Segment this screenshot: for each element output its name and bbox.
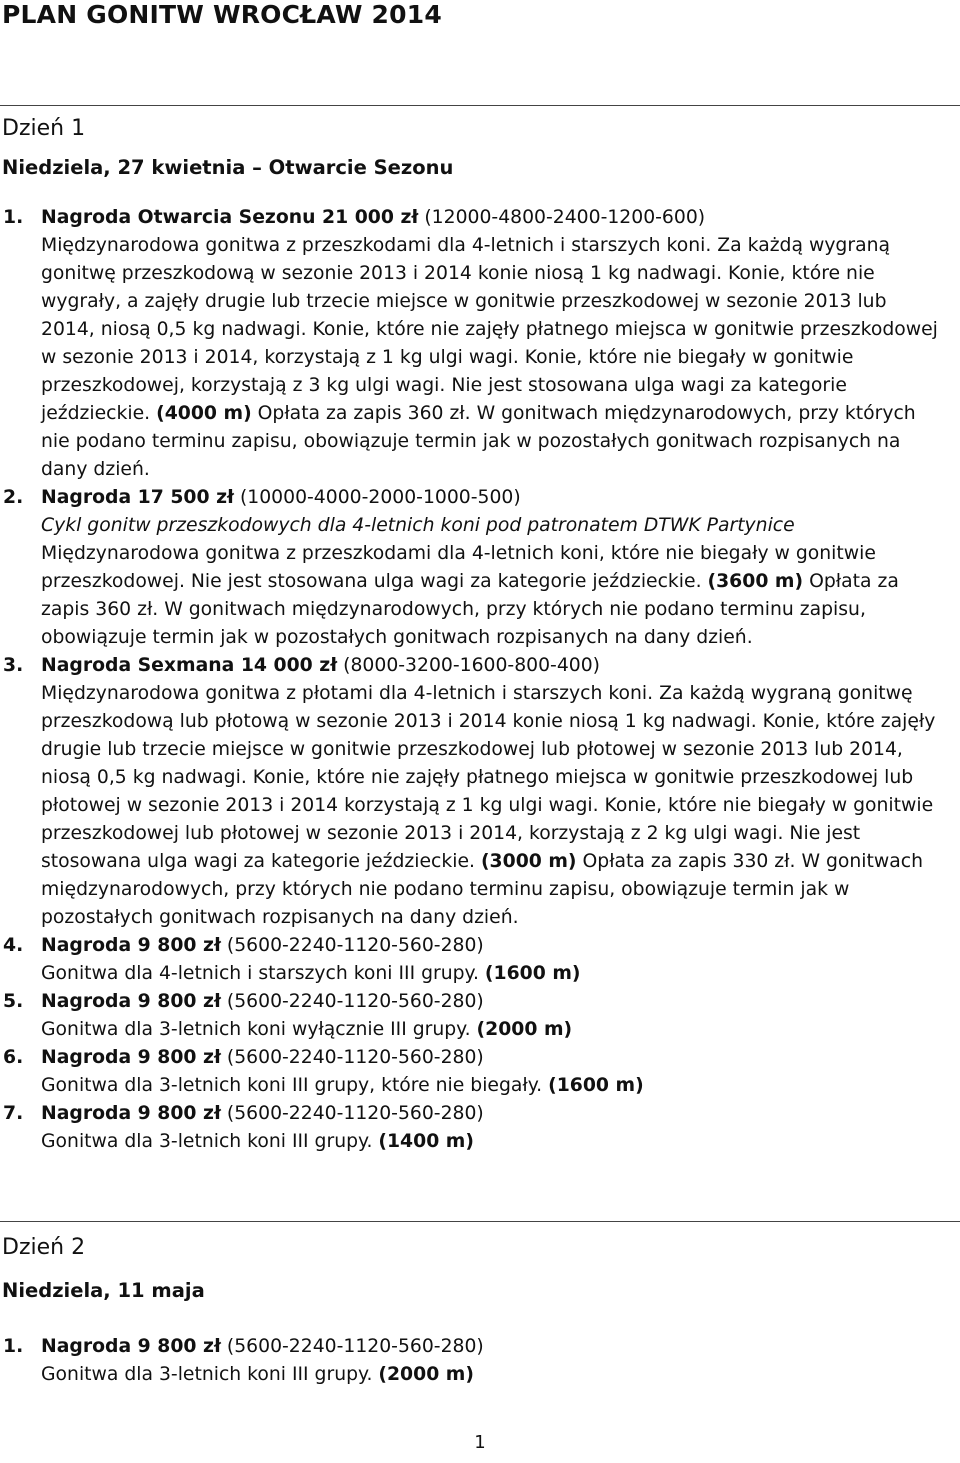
race-item bbox=[0, 988, 940, 1044]
race-item bbox=[0, 1044, 940, 1100]
prize-split: (5600-2240-1120-560-280) bbox=[220, 1336, 484, 1357]
race-description-tail: Opłata za zapis 360 zł. W gonitwach międzynarodowych, przy których nie podano terminu zapisu, obowiązuje termin jak w pozostałych gonitwach rozpisanych na dany dzień. bbox=[41, 571, 899, 648]
race-list-day-2 bbox=[0, 1333, 940, 1389]
race-distance: (4000 m) bbox=[156, 403, 252, 424]
race-distance: (1600 m) bbox=[484, 963, 581, 984]
divider-day-1 bbox=[0, 105, 960, 106]
race-name: Nagroda Otwarcia Sezonu 21 000 zł bbox=[41, 207, 419, 228]
race-number: 7. bbox=[3, 1103, 24, 1124]
race-name: Nagroda 17 500 zł bbox=[41, 487, 234, 508]
prize-split: (5600-2240-1120-560-280) bbox=[220, 1047, 484, 1068]
day-heading-1: Dzień 1 bbox=[2, 116, 86, 141]
race-name: Nagroda 9 800 zł bbox=[41, 1047, 221, 1068]
race-item bbox=[0, 204, 940, 484]
race-description: Gonitwa dla 4-letnich i starszych koni III grupy. bbox=[41, 963, 485, 984]
race-name: Nagroda 9 800 zł bbox=[41, 1103, 221, 1124]
prize-split: (5600-2240-1120-560-280) bbox=[220, 1103, 484, 1124]
race-description: Międzynarodowa gonitwa z przeszkodami dla 4-letnich koni, które nie biegały w gonitwie przeszkodowej. Nie jest stosowana ulga wagi za kategorie jeździeckie. bbox=[41, 543, 876, 592]
race-distance: (2000 m) bbox=[378, 1364, 474, 1385]
race-list-day-1 bbox=[0, 204, 940, 1156]
prize-split: (12000-4800-2400-1200-600) bbox=[418, 207, 706, 228]
race-description: Gonitwa dla 3-letnich koni III grupy. bbox=[41, 1131, 379, 1152]
race-item bbox=[0, 652, 940, 932]
race-distance: (3600 m) bbox=[707, 571, 804, 592]
race-distance: (1400 m) bbox=[378, 1131, 474, 1152]
page-title: PLAN GONITW WROCŁAW 2014 bbox=[2, 0, 442, 29]
race-item bbox=[0, 484, 940, 652]
race-number: 1. bbox=[3, 207, 24, 228]
prize-split: (5600-2240-1120-560-280) bbox=[220, 935, 484, 956]
race-number: 5. bbox=[3, 991, 24, 1012]
race-item bbox=[0, 1333, 940, 1389]
race-name: Nagroda 9 800 zł bbox=[41, 1336, 221, 1357]
day-date-1: Niedziela, 27 kwietnia – Otwarcie Sezonu bbox=[2, 156, 454, 179]
race-distance: (3000 m) bbox=[480, 851, 577, 872]
race-number: 4. bbox=[3, 935, 24, 956]
race-number: 2. bbox=[3, 487, 24, 508]
race-description: Gonitwa dla 3-letnich koni III grupy, które nie biegały. bbox=[41, 1075, 549, 1096]
page-number: 1 bbox=[474, 1432, 486, 1453]
race-description: Międzynarodowa gonitwa z płotami dla 4-letnich i starszych koni. Za każdą wygraną gonitwę przeszkodową lub płotową w sezonie 2013 i 2014 konie niosą 1 kg nadwagi. Konie, które zajęły drugie lub trzecie miejsce w gonitwie przeszkodowej lub płotowej w sezonie 2013 lub 2014, niosą 0,5 kg nadwagi. Konie, które nie zajęły płatnego miejsca w gonitwie przeszkodowej lub płotowej w sezonie 2013 i 2014 korzystają z 1 kg ulgi wagi. Konie, które nie biegały w gonitwie przeszkodowej lub płotowej w sezonie 2013 i 2014, korzystają z 2 kg ulgi wagi. Nie jest stosowana ulga wagi za kategorie jeździeckie. bbox=[41, 683, 936, 872]
race-name: Nagroda 9 800 zł bbox=[41, 991, 221, 1012]
race-description: Gonitwa dla 3-letnich koni III grupy. bbox=[41, 1364, 379, 1385]
prize-split: (10000-4000-2000-1000-500) bbox=[233, 487, 521, 508]
prize-split: (8000-3200-1600-800-400) bbox=[337, 655, 601, 676]
race-name: Nagroda Sexmana 14 000 zł bbox=[41, 655, 338, 676]
race-description: Międzynarodowa gonitwa z przeszkodami dla 4-letnich i starszych koni. Za każdą wygraną gonitwę przeszkodową w sezonie 2013 i 2014 konie niosą 1 kg nadwagi. Konie, które nie wygrały, a zajęły drugie lub trzecie miejsce w gonitwie przeszkodowej w sezonie 2013 lub 2014, niosą 0,5 kg nadwagi. Konie, które nie zajęły płatnego miejsca w gonitwie przeszkodowej w sezonie 2013 i 2014, korzystają z 1 kg ulgi wagi. Konie, które nie biegały w gonitwie przeszkodowej, korzystają z 3 kg ulgi wagi. Nie jest stosowana ulga wagi za kategorie jeździeckie. bbox=[41, 235, 938, 424]
race-name: Nagroda 9 800 zł bbox=[41, 935, 221, 956]
race-number: 3. bbox=[3, 655, 24, 676]
race-item bbox=[0, 932, 940, 988]
prize-split: (5600-2240-1120-560-280) bbox=[220, 991, 484, 1012]
race-description-tail: Opłata za zapis 360 zł. W gonitwach międzynarodowych, przy których nie podano terminu zapisu, obowiązuje termin jak w pozostałych gonitwach rozpisanych na dany dzień. bbox=[41, 403, 916, 480]
day-heading-2: Dzień 2 bbox=[2, 1235, 86, 1260]
race-item bbox=[0, 1100, 940, 1156]
race-distance: (1600 m) bbox=[548, 1075, 644, 1096]
race-number: 1. bbox=[3, 1336, 24, 1357]
divider-day-2 bbox=[0, 1221, 960, 1222]
day-date-2: Niedziela, 11 maja bbox=[2, 1279, 205, 1302]
race-number: 6. bbox=[3, 1047, 24, 1068]
race-distance: (2000 m) bbox=[476, 1019, 573, 1040]
race-series: Cykl gonitw przeszkodowych dla 4-letnich koni pod patronatem DTWK Partynice bbox=[41, 515, 795, 536]
race-description: Gonitwa dla 3-letnich koni wyłącznie III grupy. bbox=[41, 1019, 477, 1040]
race-description-tail: Opłata za zapis 330 zł. W gonitwach międzynarodowych, przy których nie podano terminu zapisu, obowiązuje termin jak w pozostałych gonitwach rozpisanych na dany dzień. bbox=[41, 851, 923, 928]
